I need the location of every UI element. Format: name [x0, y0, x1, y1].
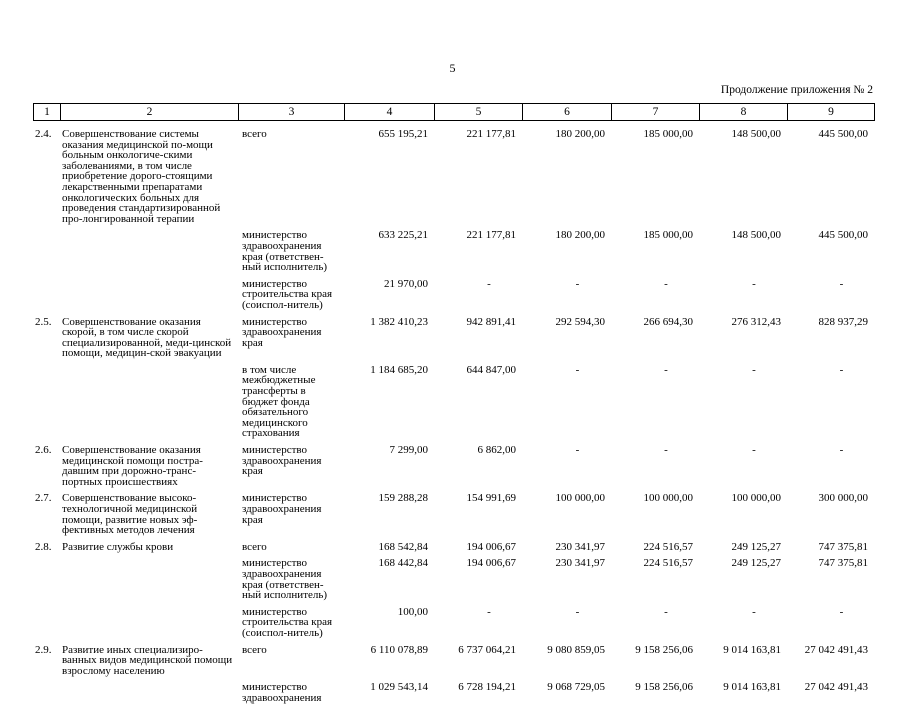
amount-cell: 148 500,00 — [731, 229, 781, 242]
row-number — [33, 278, 60, 316]
activity-name: Совершенствование оказания скорой, в том числе скорой специализированной, меди-цинской помощи, медицин-ской эвакуации — [62, 315, 232, 360]
table-row — [33, 681, 874, 708]
amount-cell: - — [487, 605, 491, 618]
amount-cell: 6 737 064,21 — [458, 643, 516, 656]
amount-cell: 194 006,67 — [466, 557, 516, 570]
column-number: 7 — [612, 104, 700, 121]
table-row — [33, 278, 874, 316]
table-row — [33, 492, 874, 540]
amount-cell: 185 000,00 — [643, 128, 693, 140]
table-row — [33, 606, 874, 644]
column-number: 8 — [700, 104, 788, 121]
amount-cell: - — [839, 605, 844, 618]
amount-cell: 100 000,00 — [643, 492, 693, 505]
amount-cell: - — [664, 363, 668, 376]
amount-cell: 6 110 078,89 — [370, 643, 428, 656]
executor-cell: министерство здравоохранения — [242, 681, 322, 704]
amount-cell: 266 694,30 — [643, 315, 693, 328]
amount-cell: 168 542,84 — [378, 540, 428, 553]
amount-cell: 300 000,00 — [818, 492, 868, 505]
amount-cell: 180 200,00 — [555, 128, 605, 140]
activity-name: Развитие иных специализиро-ванных видов медицинской помощи взрослому населению — [62, 643, 233, 677]
amount-cell: 7 299,00 — [389, 444, 428, 457]
table-row — [33, 229, 874, 277]
amount-cell: 221 177,81 — [466, 128, 516, 140]
executor-cell: министерство строительства края (соиспол-нитель) — [242, 277, 333, 311]
executor-cell: министерство здравоохранения края — [242, 315, 322, 349]
column-number: 4 — [345, 104, 435, 121]
amount-cell: 100 000,00 — [731, 492, 781, 505]
amount-cell: 9 158 256,06 — [635, 681, 693, 694]
row-number: 2.5. — [35, 315, 52, 328]
executor-cell: всего — [242, 128, 267, 140]
row-number: 2.6. — [35, 444, 52, 457]
amount-cell: 747 375,81 — [818, 557, 868, 570]
amount-cell: - — [839, 444, 844, 457]
amount-cell: 445 500,00 — [818, 229, 868, 242]
amount-cell: - — [839, 363, 844, 376]
activity-name: Совершенствование высоко-технологичной медицинской помощи, развитие новых эф-фективных методов лечения — [62, 492, 198, 537]
activity-name — [60, 557, 238, 605]
amount-cell: 159 288,28 — [378, 492, 428, 505]
amount-cell: 828 937,29 — [818, 315, 868, 328]
row-number — [33, 681, 60, 708]
activity-name — [60, 278, 238, 316]
amount-cell: 6 862,00 — [477, 444, 516, 457]
activity-name — [60, 681, 238, 708]
amount-cell: - — [575, 277, 580, 290]
amount-cell: 100,00 — [397, 605, 428, 618]
executor-cell: министерство строительства края (соиспол-нитель) — [242, 605, 333, 639]
activity-name — [60, 606, 238, 644]
table-row — [33, 128, 874, 229]
amount-cell: 154 991,69 — [466, 492, 516, 505]
executor-cell: министерство здравоохранения края (ответствен-ный исполнитель) — [242, 557, 328, 602]
page-number: 5 — [449, 61, 456, 75]
executor-cell: министерство здравоохранения края — [242, 444, 322, 478]
row-number: 2.8. — [35, 540, 52, 553]
table-row — [33, 541, 874, 558]
amount-cell: 1 382 410,23 — [370, 315, 428, 328]
executor-cell: всего — [242, 540, 267, 553]
amount-cell: 27 042 491,43 — [804, 681, 868, 694]
amount-cell: 1 184 685,20 — [370, 363, 428, 376]
amount-cell: 747 375,81 — [818, 540, 868, 553]
activity-name: Совершенствование системы оказания медицинской по-мощи больным онкологиче-скими заболеваниями, в том числе приобретение дорого-стоящими лекарственными препаратами онкологических больных для проведения стандартизированной про-лонгированной терапии — [62, 128, 221, 225]
amount-cell: - — [752, 605, 756, 618]
amount-cell: 6 728 194,21 — [458, 681, 516, 694]
executor-cell: в том числе межбюджетные трансферты в бюджет фонда обязательного медицинского страхования — [242, 363, 316, 440]
activity-name — [60, 229, 238, 277]
table-row — [33, 364, 874, 444]
amount-cell: 100 000,00 — [555, 492, 605, 505]
row-number: 2.9. — [35, 643, 52, 656]
column-header-table — [33, 103, 875, 121]
amount-cell: - — [752, 444, 756, 457]
row-number: 2.4. — [35, 128, 52, 140]
amount-cell: 276 312,43 — [731, 315, 781, 328]
amount-cell: - — [575, 605, 580, 618]
amount-cell: 249 125,27 — [731, 557, 781, 570]
row-number — [33, 364, 60, 444]
amount-cell: 27 042 491,43 — [804, 643, 868, 656]
amount-cell: 21 970,00 — [384, 277, 428, 290]
appendix-caption: Продолжение приложения № 2 — [720, 84, 873, 96]
amount-cell: 9 014 163,81 — [723, 643, 781, 656]
table-row — [33, 444, 874, 492]
amount-cell: 633 225,21 — [378, 229, 428, 242]
amount-cell: - — [752, 277, 756, 290]
column-number: 6 — [523, 104, 612, 121]
table-row — [33, 316, 874, 364]
amount-cell: - — [664, 444, 668, 457]
amount-cell: - — [664, 277, 668, 290]
row-number — [33, 557, 60, 605]
executor-cell: всего — [242, 643, 267, 656]
amount-cell: 230 341,97 — [555, 540, 605, 553]
amount-cell: 180 200,00 — [555, 229, 605, 242]
executor-cell: министерство здравоохранения края (ответствен-ный исполнитель) — [242, 229, 328, 274]
amount-cell: 168 442,84 — [378, 557, 428, 570]
amount-cell: - — [575, 444, 580, 457]
financing-table — [33, 128, 874, 709]
column-number: 1 — [34, 104, 61, 121]
amount-cell: 224 516,57 — [643, 540, 693, 553]
amount-cell: 148 500,00 — [731, 128, 781, 140]
table-row — [33, 644, 874, 682]
table-row — [33, 557, 874, 605]
amount-cell: 9 158 256,06 — [635, 643, 693, 656]
column-number: 5 — [435, 104, 523, 121]
executor-cell: министерство здравоохранения края — [242, 492, 322, 526]
amount-cell: 224 516,57 — [643, 557, 693, 570]
activity-name: Развитие службы крови — [62, 540, 174, 553]
amount-cell: 292 594,30 — [555, 315, 605, 328]
amount-cell: 9 068 729,05 — [547, 681, 605, 694]
amount-cell: - — [839, 277, 844, 290]
column-number: 2 — [61, 104, 239, 121]
column-number-row — [34, 104, 875, 121]
amount-cell: 9 080 859,05 — [547, 643, 605, 656]
amount-cell: 194 006,67 — [466, 540, 516, 553]
row-number — [33, 606, 60, 644]
amount-cell: - — [575, 363, 580, 376]
amount-cell: - — [664, 605, 668, 618]
amount-cell: 445 500,00 — [818, 128, 868, 140]
amount-cell: 185 000,00 — [643, 229, 693, 242]
amount-cell: - — [752, 363, 756, 376]
amount-cell: - — [487, 277, 491, 290]
amount-cell: 9 014 163,81 — [723, 681, 781, 694]
amount-cell: 655 195,21 — [378, 128, 428, 140]
amount-cell: 221 177,81 — [466, 229, 516, 242]
row-number: 2.7. — [35, 492, 52, 505]
amount-cell: 1 029 543,14 — [370, 681, 428, 694]
amount-cell: 942 891,41 — [466, 315, 516, 328]
amount-cell: 249 125,27 — [731, 540, 781, 553]
row-number — [33, 229, 60, 277]
activity-name — [60, 364, 238, 444]
activity-name: Совершенствование оказания медицинской помощи постра-давшим при дорожно-транс-портных происшествиях — [62, 444, 203, 488]
column-number: 9 — [788, 104, 875, 121]
column-number: 3 — [239, 104, 345, 121]
amount-cell: 644 847,00 — [466, 363, 516, 376]
amount-cell: 230 341,97 — [555, 557, 605, 570]
